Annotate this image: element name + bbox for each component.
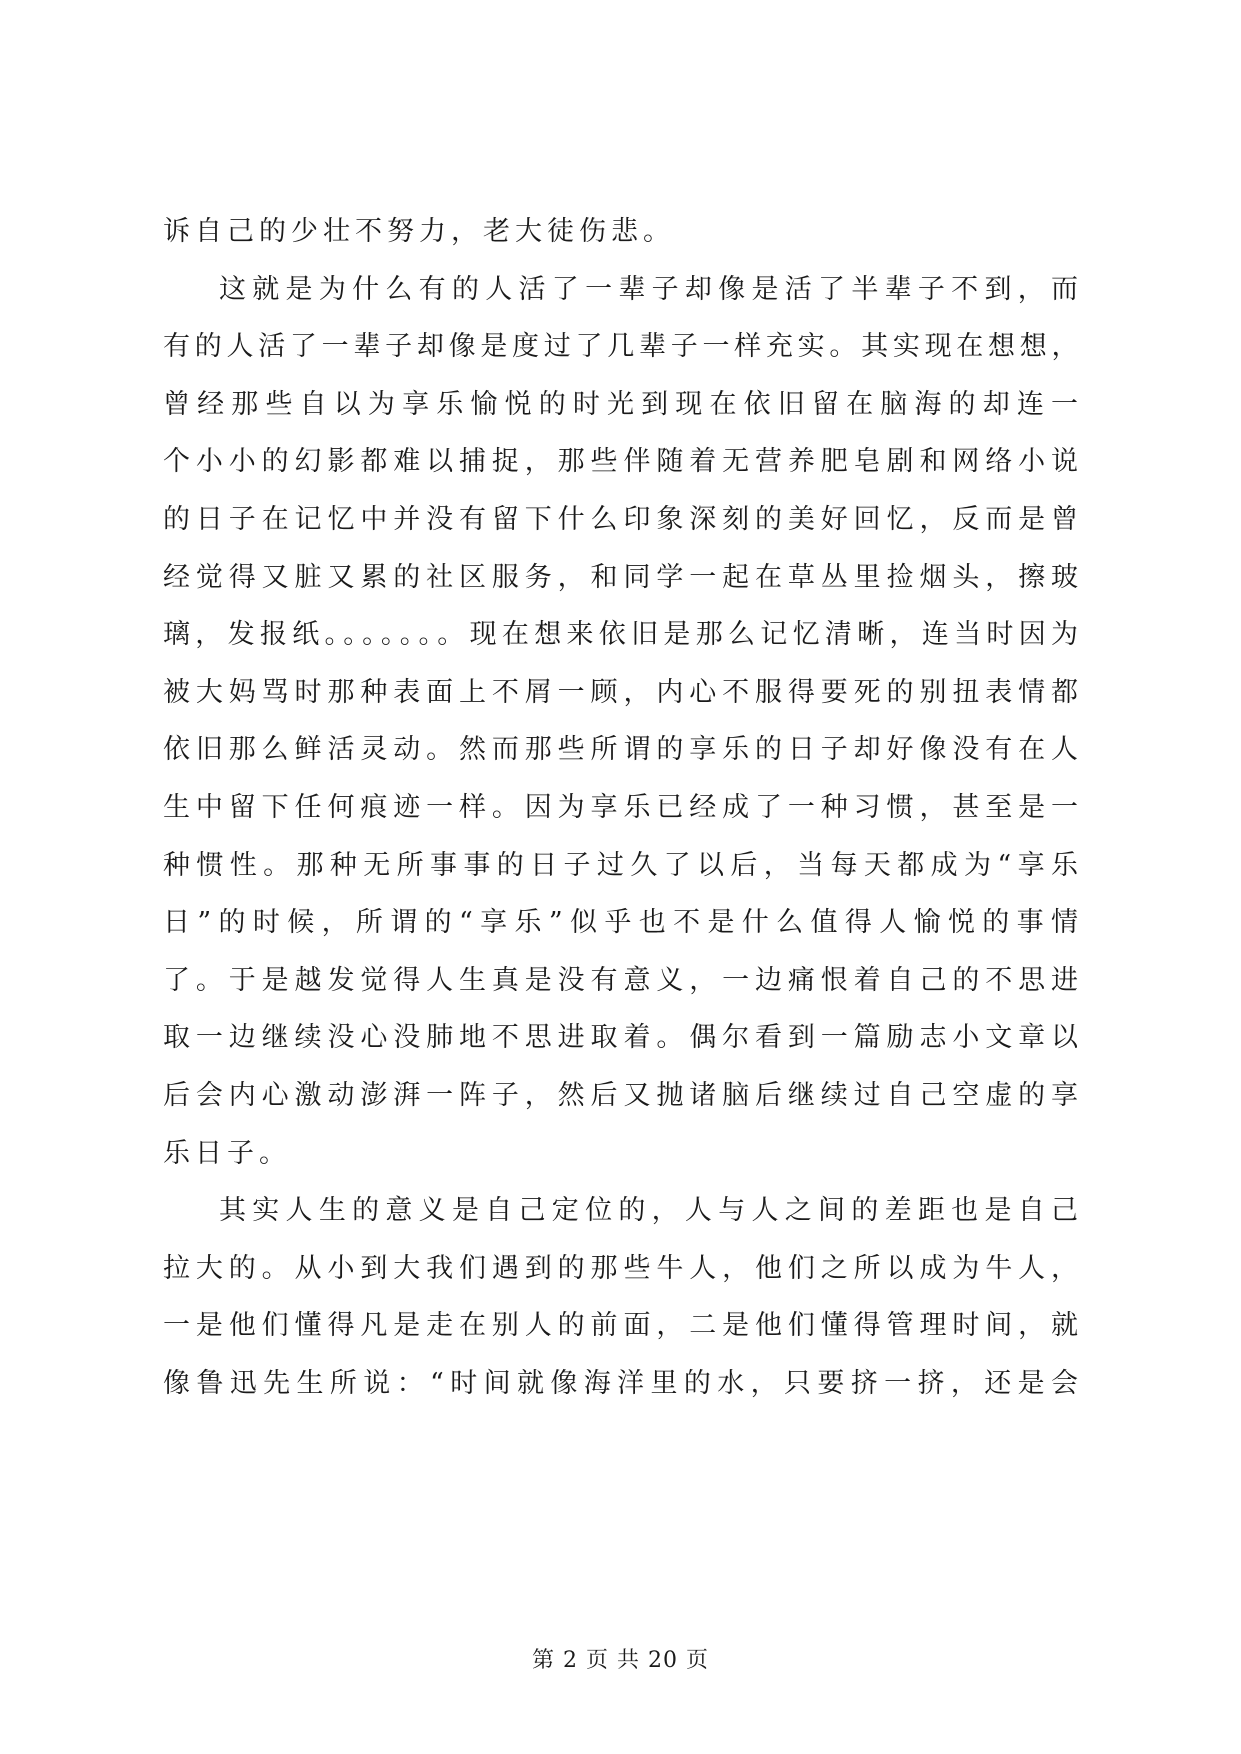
text-line: 像鲁迅先生所说：“时间就像海洋里的水，只要挤一挤，还是会: [163, 1367, 1083, 1399]
text-line: 乐日子。: [163, 1137, 291, 1169]
text-line: 个小小的幻影都难以捕捉，那些伴随着无营养肥皂剧和网络小说: [163, 446, 1083, 478]
text-line: 一是他们懂得凡是走在别人的前面，二是他们懂得管理时间，就: [163, 1310, 1083, 1342]
text-line: 依旧那么鲜活灵动。然而那些所谓的享乐的日子却好像没有在人: [163, 734, 1083, 766]
text-line: 拉大的。从小到大我们遇到的那些牛人，他们之所以成为牛人，: [163, 1252, 1083, 1284]
text-line: 被大妈骂时那种表面上不屑一顾，内心不服得要死的别扭表情都: [163, 676, 1083, 708]
text-line: 取一边继续没心没肺地不思进取着。偶尔看到一篇励志小文章以: [163, 1022, 1083, 1054]
text-line: 日”的时候，所谓的“享乐”似乎也不是什么值得人愉悦的事情: [163, 907, 1083, 939]
text-line: 后会内心激动澎湃一阵子，然后又抛诸脑后继续过自己空虚的享: [163, 1079, 1083, 1111]
text-line: 有的人活了一辈子却像是度过了几辈子一样充实。其实现在想想，: [163, 331, 1083, 363]
page-footer: 第 2 页 共 20 页: [532, 1648, 709, 1673]
body-text: [163, 203, 1083, 1412]
text-line: 了。于是越发觉得人生真是没有意义，一边痛恨着自己的不思进: [163, 964, 1083, 996]
text-line: 这就是为什么有的人活了一辈子却像是活了半辈子不到，而: [219, 273, 1083, 305]
text-line: 种惯性。那种无所事事的日子过久了以后，当每天都成为“享乐: [163, 849, 1083, 881]
text-line: 其实人生的意义是自己定位的，人与人之间的差距也是自己: [219, 1195, 1083, 1227]
text-line: 经觉得又脏又累的社区服务，和同学一起在草丛里捡烟头，擦玻: [163, 561, 1083, 593]
text-line: 曾经那些自以为享乐愉悦的时光到现在依旧留在脑海的却连一: [163, 388, 1083, 420]
text-line: 的日子在记忆中并没有留下什么印象深刻的美好回忆，反而是曾: [163, 503, 1083, 535]
text-line: 诉自己的少壮不努力，老大徒伤悲。: [163, 216, 675, 247]
text-line: 璃，发报纸。。。。。。。现在想来依旧是那么记忆清晰，连当时因为: [163, 619, 1083, 651]
text-line: 生中留下任何痕迹一样。因为享乐已经成了一种习惯，甚至是一: [163, 791, 1083, 823]
